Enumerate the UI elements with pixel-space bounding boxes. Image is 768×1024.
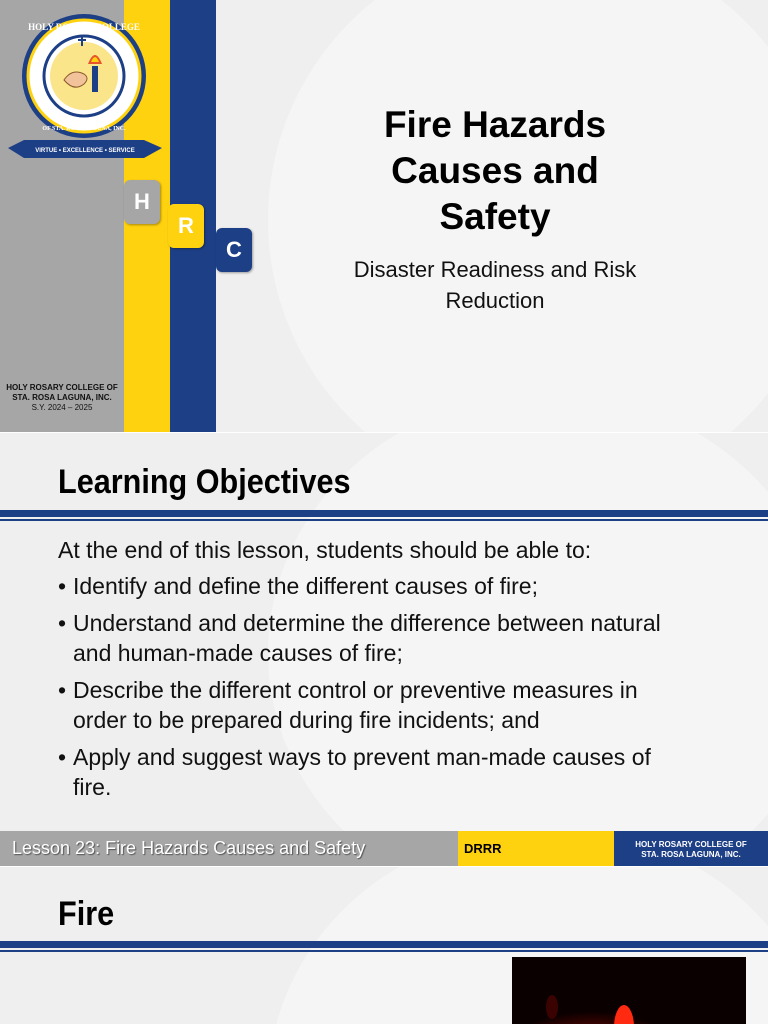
school-caption — [0, 383, 124, 413]
logo-ring-text-bottom: OF STA. ROSA LAGUNA, INC. — [42, 126, 126, 132]
objective-item — [58, 608, 698, 668]
heading-rule-thin — [0, 519, 768, 521]
footer-subject: DRRR — [458, 831, 614, 866]
objective-item — [58, 675, 698, 735]
objective-line: • Understand and determine the difference between natural — [73, 610, 661, 636]
objective-item — [58, 742, 698, 802]
slide-heading: Learning Objectives — [58, 463, 351, 501]
title-line-1: Fire Hazards — [383, 104, 607, 145]
school-logo — [4, 8, 170, 168]
slide-footer — [0, 831, 768, 866]
title-slide — [0, 0, 768, 432]
footer-school — [614, 831, 768, 866]
objectives-body — [58, 535, 698, 809]
heading-rule — [0, 941, 768, 948]
logo-ring-text-top: HOLY ROSARY COLLEGE — [28, 22, 140, 32]
logo-ribbon-motto: VIRTUE • EXCELLENCE • SERVICE — [35, 148, 135, 154]
subtitle-line-1: Disaster Readiness and Risk — [353, 257, 637, 282]
objective-line: • Describe the different control or preventive measures in — [73, 677, 638, 703]
objective-line: • Apply and suggest ways to prevent man-made causes of — [73, 744, 651, 770]
fire-photo-graphic — [512, 957, 746, 1024]
fire-slide — [0, 867, 768, 1024]
heading-rule — [0, 510, 768, 517]
footer-school-line-1: HOLY ROSARY COLLEGE OF — [635, 840, 747, 849]
heading-rule-thin — [0, 950, 768, 952]
presentation-subtitle — [300, 254, 690, 316]
title-line-3: Safety — [439, 196, 551, 237]
objectives-intro: At the end of this lesson, students should be able to: — [58, 537, 592, 563]
badge-c: C — [216, 228, 252, 272]
objective-item — [58, 571, 698, 601]
badge-h: H — [124, 180, 160, 224]
objective-line: and human-made causes of fire; — [73, 640, 403, 666]
footer-school-line-2: STA. ROSA LAGUNA, INC. — [641, 850, 741, 859]
badge-r: R — [168, 204, 204, 248]
objective-line: fire. — [73, 774, 112, 800]
subtitle-line-2: Reduction — [445, 288, 545, 313]
school-name-line-2: STA. ROSA LAGUNA, INC. — [12, 393, 112, 402]
title-line-2: Causes and — [391, 150, 599, 191]
slide-heading: Fire — [58, 895, 115, 933]
fire-photo — [512, 957, 746, 1024]
footer-lesson-title: Lesson 23: Fire Hazards Causes and Safety — [0, 831, 458, 866]
school-year: S.Y. 2024 – 2025 — [31, 403, 93, 412]
presentation-title — [300, 102, 690, 240]
school-name-line-1: HOLY ROSARY COLLEGE OF — [6, 383, 118, 392]
objectives-list — [58, 571, 698, 802]
objectives-slide — [0, 433, 768, 866]
objective-line: order to be prepared during fire incidents; and — [73, 707, 540, 733]
objective-line: • Identify and define the different causes of fire; — [73, 573, 538, 599]
